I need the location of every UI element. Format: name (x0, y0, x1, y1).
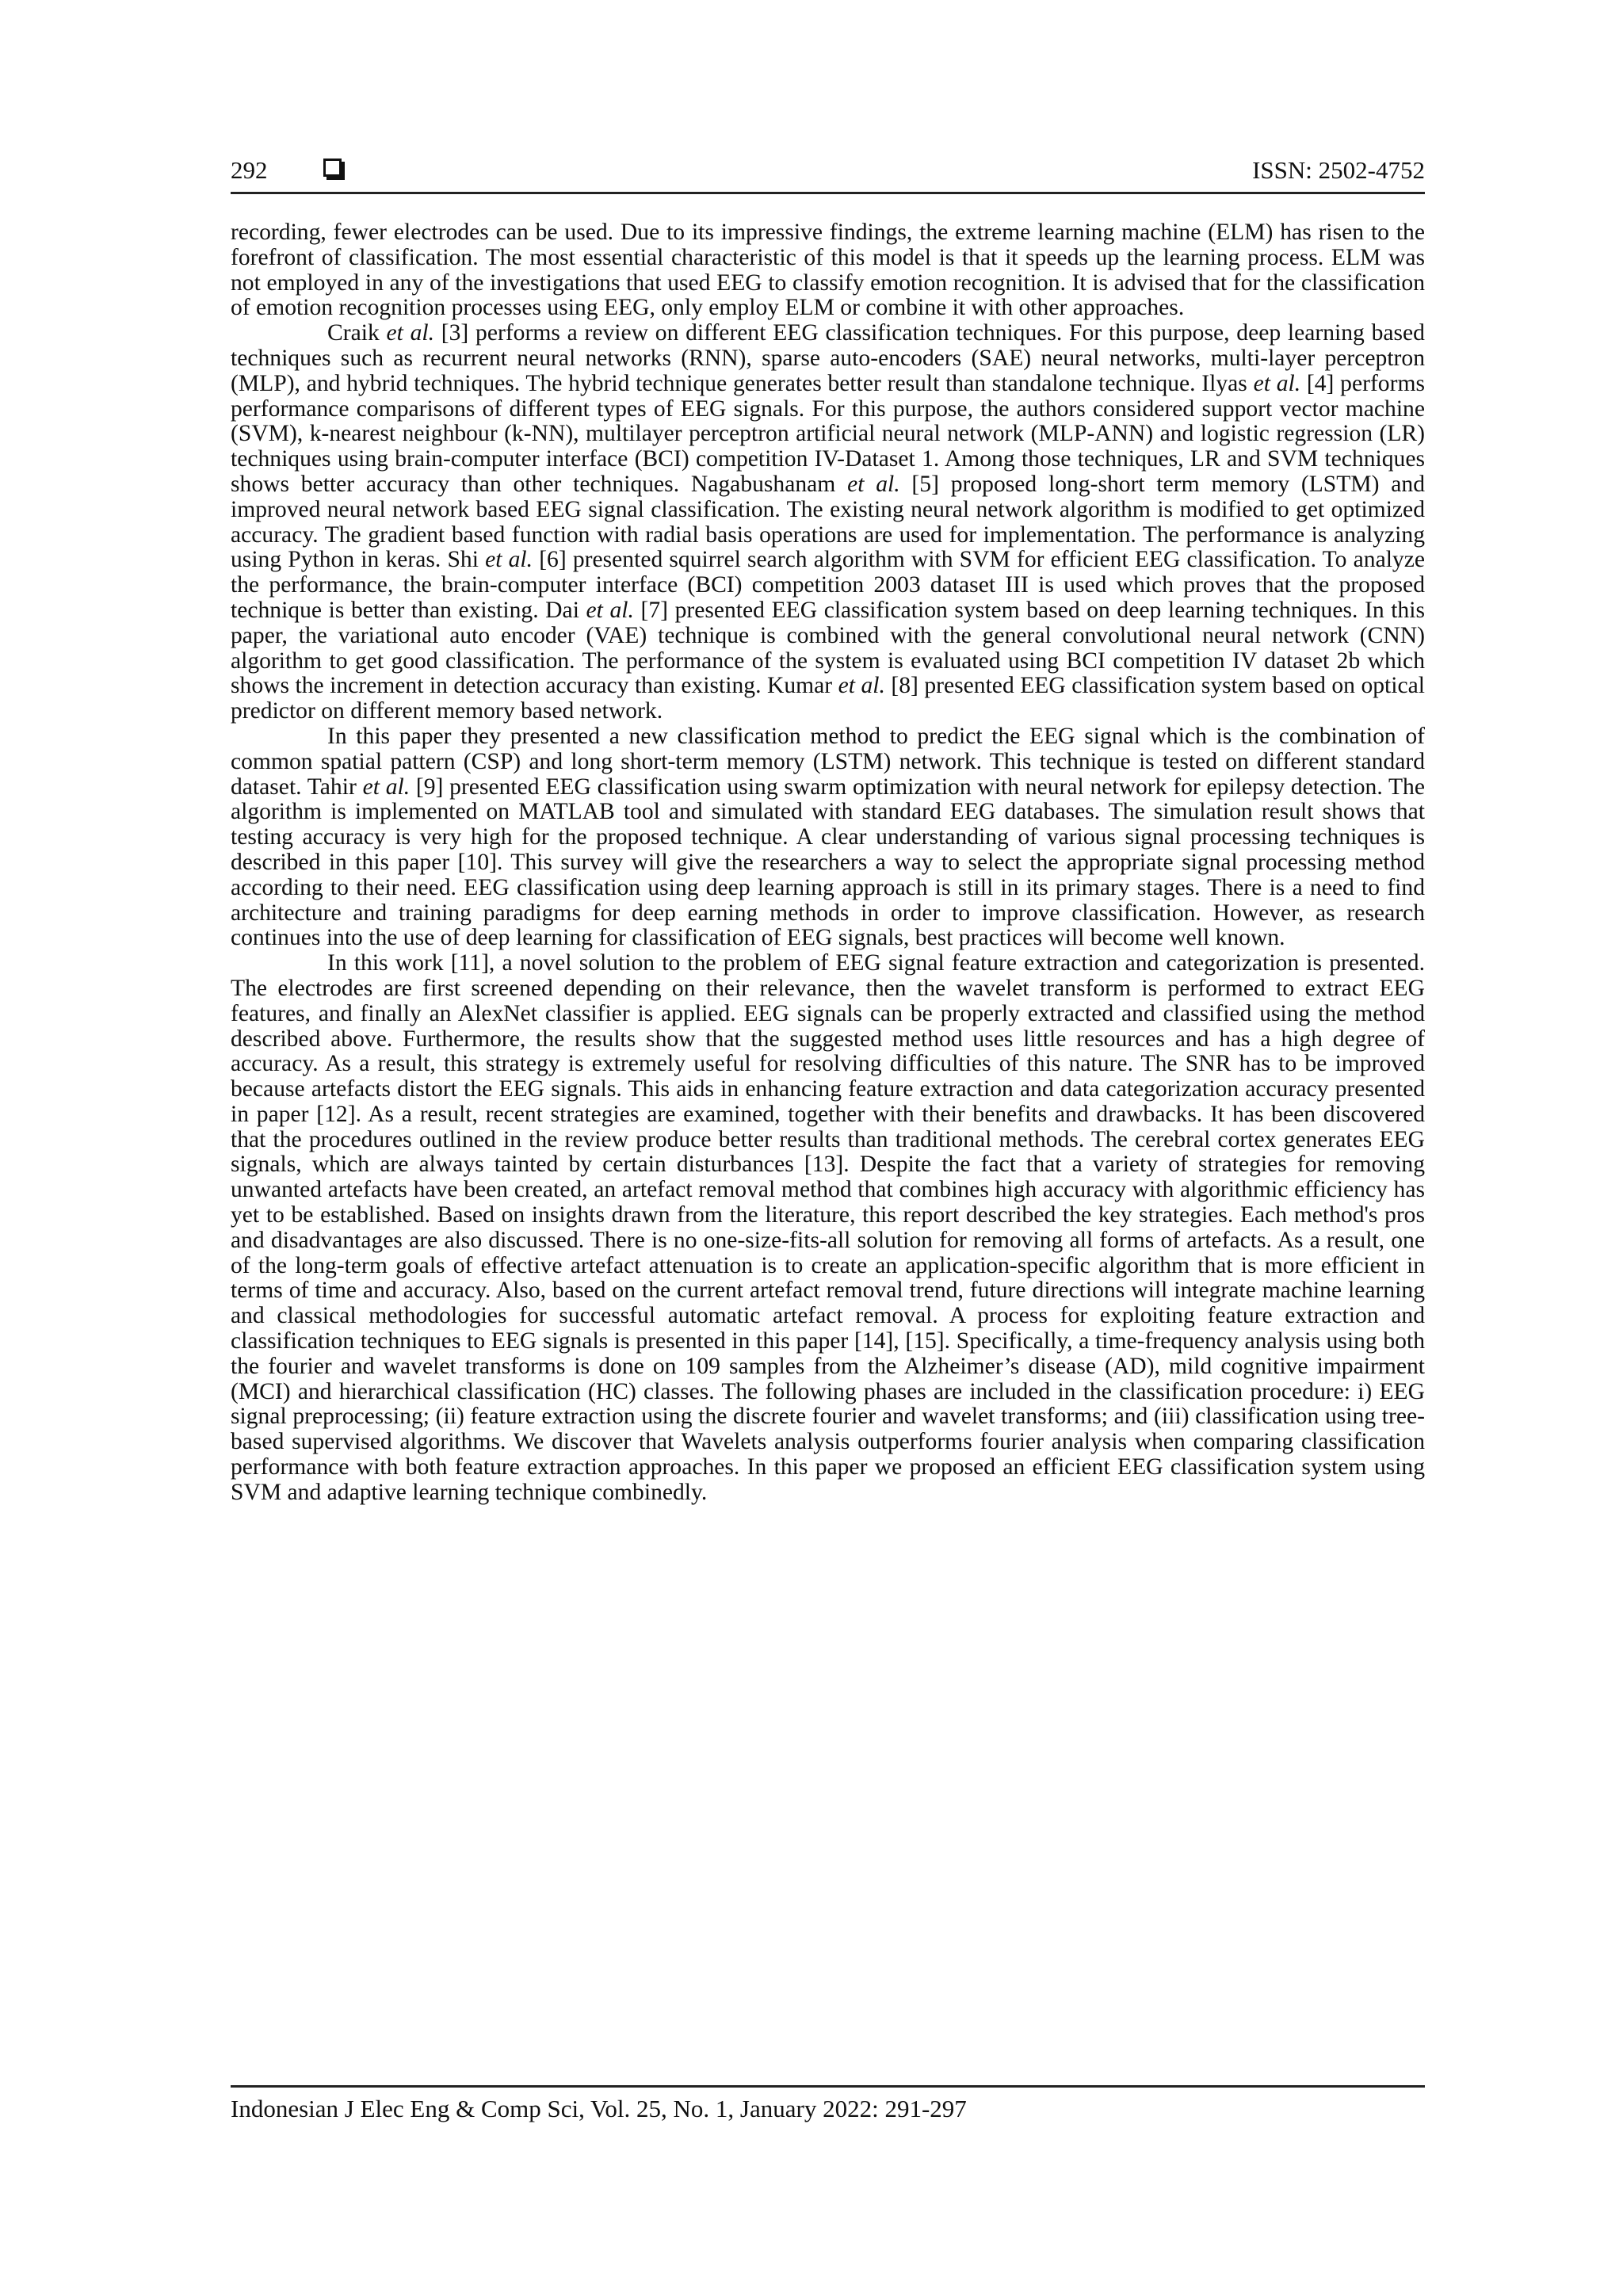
page-footer (231, 2085, 1425, 2123)
body-paragraph (231, 951, 1425, 1506)
italic-text: et al. (586, 597, 634, 623)
article-body (231, 220, 1425, 1506)
paragraph-text: [6] presented squirrel search algorithm with SVM for efficient EEG classification. To analyze the performance, the brain-computer interface (BCI) competition 2003 dataset III is used which proves that the proposed technique is better than existing. Dai (231, 547, 1425, 623)
paragraph-text: [4] performs performance comparisons of different types of EEG signals. For this purpose, the authors considered support vector machine (SVM), k-nearest neighbour (k-NN), multilayer perceptron artificial neural network (MLP-ANN) and logistic regression (LR) techniques using brain-computer interface (BCI) competition IV-Dataset 1. Among those techniques, LR and SVM techniques shows better accuracy than other techniques. Nagabushanam (231, 370, 1425, 497)
paragraph-text: Craik (327, 320, 387, 346)
italic-text: et al. (847, 471, 900, 497)
journal-citation: Indonesian J Elec Eng & Comp Sci, Vol. 25, No. 1, January 2022: 291-297 (231, 2095, 967, 2122)
paragraph-text: In this paper they presented a new classification method to predict the EEG signal which is the combination of common spatial pattern (CSP) and long short-term memory (LSTM) network. This technique is tested on different standard dataset. Tahir (231, 723, 1425, 800)
paragraph-text: [5] proposed long-short term memory (LSTM) and improved neural network based EEG signal classification. The existing neural network algorithm is modified to get optimized accuracy. The gradient based function with radial basis operations are used for implementation. The performance is analyzing using Python in keras. Shi (231, 471, 1425, 573)
paragraph-text: In this work [11], a novel solution to the problem of EEG signal feature extraction and categorization is presented. The electrodes are first screened depending on their relevance, then the wavelet transform is performed to extract EEG features, and finally an AlexNet classifier is applied. EEG signals can be properly extracted and classified using the method described above. Furthermore, the results show that the suggested method uses little resources and has a high degree of accuracy. As a result, this strategy is extremely useful for resolving difficulties of this nature. The SNR has to be improved because artefacts distort the EEG signals. This aids in enhancing feature extraction and data categorization accuracy presented in paper [12]. As a result, recent strategies are examined, together with their benefits and drawbacks. It has been discovered that the procedures outlined in the review produce better results than traditional methods. The cerebral cortex generates EEG signals, which are always tainted by certain disturbances [13]. Despite the fact that a variety of strategies for removing unwanted artefacts have been created, an artefact removal method that combines high accuracy with algorithmic efficiency has yet to be established. Based on insights drawn from the literature, this report described the key strategies. Each method's pros and disadvantages are also discussed. There is no one-size-fits-all solution for removing all forms of artefacts. As a result, one of the long-term goals of effective artefact attenuation is to create an application-specific algorithm that is more efficient in terms of time and accuracy. Also, based on the current artefact removal trend, future directions will integrate machine learning and classical methodologies for successful automatic artefact removal. A process for exploiting feature extraction and classification techniques to EEG signals is presented in this paper [14], [15]. Specifically, a time-frequency analysis using both the fourier and wavelet transforms is done on 109 samples from the Alzheimer’s disease (AD), mild cognitive impairment (MCI) and hierarchical classification (HC) classes. The following phases are included in the classification procedure: i) EEG signal preprocessing; (ii) feature extraction using the discrete fourier and wavelet transforms; and (iii) classification using tree-based supervised algorithms. We discover that Wavelets analysis outperforms fourier analysis when comparing classification performance with both feature extraction approaches. In this paper we proposed an efficient EEG classification system using SVM and adaptive learning technique combinedly. (231, 950, 1425, 1505)
italic-text: et al. (485, 547, 533, 573)
body-paragraph (231, 321, 1425, 724)
paragraph-text: recording, fewer electrodes can be used. Due to its impressive findings, the extreme learning machine (ELM) has risen to the forefront of classification. The most essential characteristic of this model is that it speeds up the learning process. ELM was not employed in any of the investigations that used EEG to classify emotion recognition. It is advised that for the classification of emotion recognition processes using EEG, only employ ELM or combine it with other approaches. (231, 220, 1425, 321)
page-number: 292 (231, 156, 268, 184)
paragraph-text: [7] presented EEG classification system based on deep learning techniques. In this paper, the variational auto encoder (VAE) technique is combined with the general convolutional neural network (CNN) algorithm to get good classification. The performance of the system is evaluated using BCI competition IV dataset 2b which shows the increment in detection accuracy than existing. Kumar (231, 597, 1425, 699)
page-header (231, 151, 1425, 194)
italic-text: et al. (386, 320, 435, 346)
italic-text: et al. (1253, 370, 1301, 396)
italic-text: et al. (362, 774, 411, 800)
body-paragraph (231, 220, 1425, 321)
paragraph-text: [9] presented EEG classification using swarm optimization with neural network for epilepsy detection. The algorithm is implemented on MATLAB tool and simulated with standard EEG databases. The simulation result shows that testing accuracy is very high for the proposed technique. A clear understanding of various signal processing techniques is described in this paper [10]. This survey will give the researchers a way to select the appropriate signal processing method according to their need. EEG classification using deep learning approach is still in its primary stages. There is a need to find architecture and training paradigms for deep earning methods in order to improve classification. However, as research continues into the use of deep learning for classification of EEG signals, best practices will become well known. (231, 774, 1425, 951)
italic-text: et al. (838, 673, 885, 699)
issn-label: ISSN: 2502-4752 (1252, 156, 1425, 184)
body-paragraph (231, 724, 1425, 951)
square-bullet-icon (323, 159, 342, 177)
paragraph-text: [3] performs a review on different EEG classification techniques. For this purpose, deep learning based techniques such as recurrent neural networks (RNN), sparse auto-encoders (SAE) neural networks, multi-layer perceptron (MLP), and hybrid techniques. The hybrid technique generates better result than standalone technique. Ilyas (231, 320, 1425, 396)
paragraph-text: [8] presented EEG classification system based on optical predictor on different memory based network. (231, 673, 1425, 724)
